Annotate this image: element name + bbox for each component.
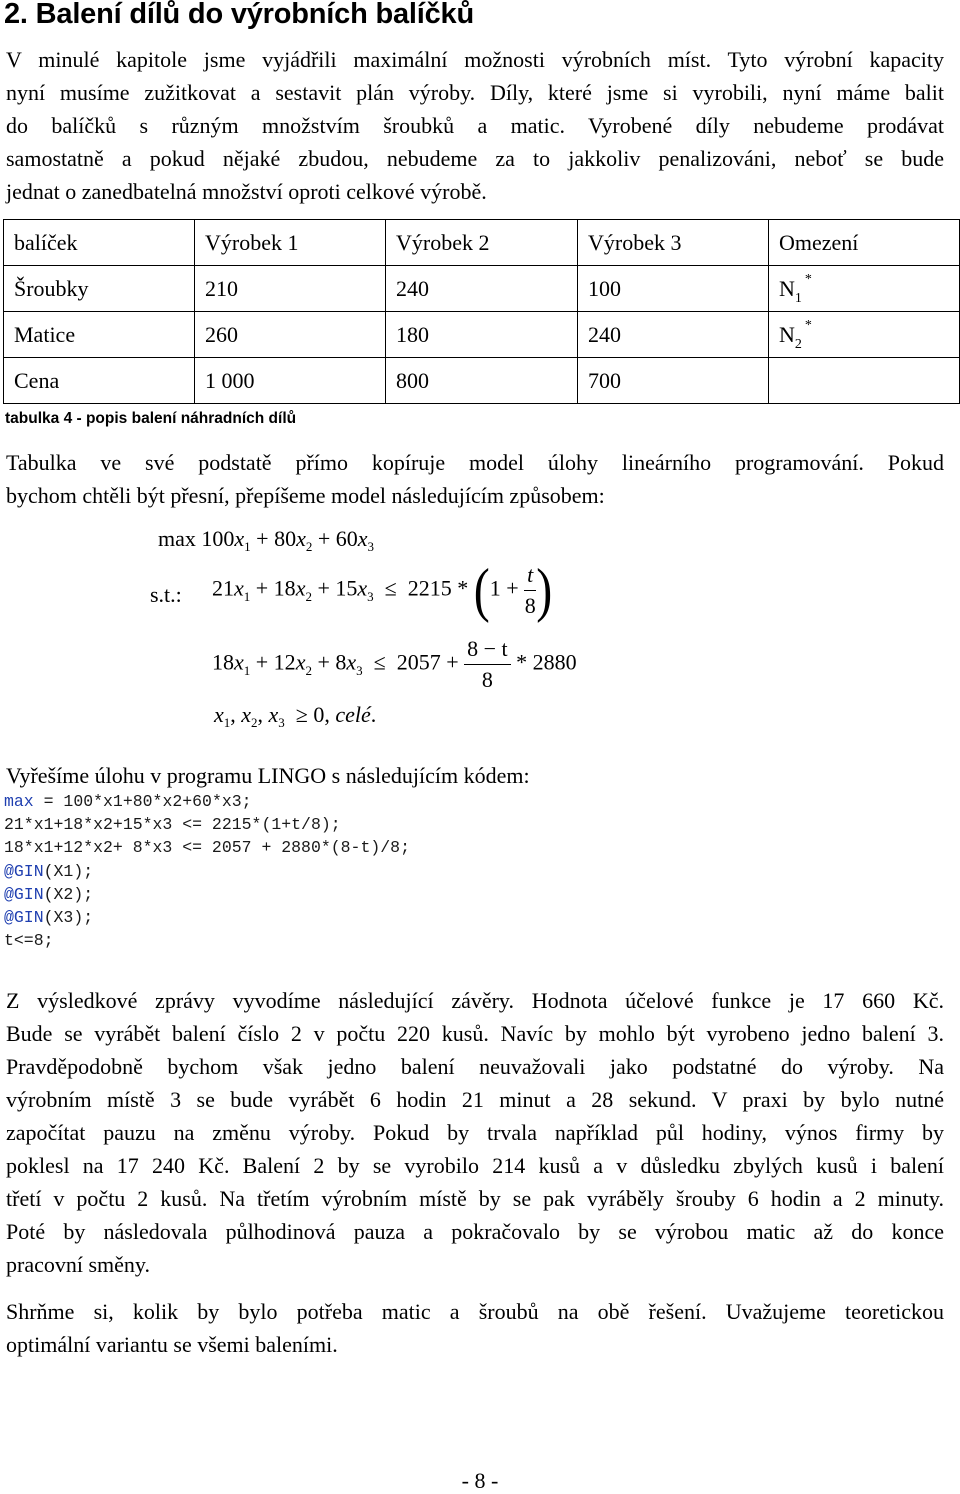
table-cell: Cena [4,358,195,404]
text-line: výrobním místě 3 se bude vyrábět 6 hodin 21 minut a 28 sekund. V praxi by bylo nutné [6,1087,944,1112]
table-cell-limit: $N_2^*$ [769,312,960,358]
table-header-row [4,220,960,266]
table-cell: 210 [195,266,386,312]
text-line: bychom chtěli být přesní, přepíšeme model následujícím způsobem: [6,483,605,508]
code-line: t<=8; [4,931,54,951]
table-row [4,312,960,358]
table-cell: 700 [578,358,769,404]
code-line: 21*x1+18*x2+15*x3 <= 2215*(1+t/8); [4,815,341,835]
table-cell: 260 [195,312,386,358]
code-line: @GIN(X1); [4,861,94,881]
code-line: 18*x1+12*x2+ 8*x3 <= 2057 + 2880*(8-t)/8; [4,838,410,858]
table-cell: 180 [386,312,578,358]
constraint-integer: $x_1$, $x_2$, $x_3 \ge 0$, celé. [214,702,377,730]
table-caption: tabulka 4 - popis balení náhradních dílů [5,410,297,427]
constraint-nuts: $18x_1 + 12x_2 + 8x_3 \le 2057$ + $\frac{8 - t}{8}$ * 2880 [212,636,577,692]
constraint-screws: $21x_1 + 18x_2 + 15x_3 \le 2215 * (1$ + $\frac{t}{8}$ ) [212,557,553,624]
code-line: @GIN(X2); [4,884,94,904]
text-line: samostatně a pokud nějaké zbudou, nebudeme za to jakkoliv penalizováni, neboť se bude [6,146,944,171]
table-cell: 100 [578,266,769,312]
text-line: optimální variantu se všemi baleními. [6,1332,338,1357]
text-line: poklesl na 17 240 Kč. Balení 2 by se vyrobilo 214 kusů a v důsledku zbylých kusů i balení [6,1153,944,1178]
table-row [4,358,960,404]
text-line: do balíčků s různým množstvím šroubků a matic. Vyrobené díly nebudeme prodávat [6,113,944,138]
table-cell: Matice [4,312,195,358]
table-header-cell: Výrobek 3 [578,220,769,266]
text-line: nyní musíme zužitkovat a sestavit plán výroby. Díly, které jsme si vyrobili, nyní máme balit [6,80,944,105]
text-line: Pravděpodobně bychom však jedno balení neuvažovali jako podstatné do výroby. Na [6,1054,944,1079]
table-cell-limit: $N_1^*$ [769,266,960,312]
text-line: započítat pauzu na změnu výroby. Pokud by trvala například půl hodiny, výnos firmy by [6,1120,944,1145]
lingo-code-block [4,790,410,952]
table-row [4,266,960,312]
table-cell: 240 [386,266,578,312]
st-label: s.t.: [150,582,182,607]
intro-paragraph [6,43,944,208]
table-header-cell: Omezení [769,220,960,266]
table-cell: 800 [386,358,578,404]
text-line: pracovní směny. [6,1252,150,1277]
text-line: Poté by následovala půlhodinová pauza a pokračovalo by se výrobou matic až do konce [6,1219,944,1244]
table-cell-limit [769,358,960,404]
text-line: Z výsledkové zprávy vyvodíme následující závěry. Hodnota účelové funkce je 17 660 Kč. [6,988,944,1013]
text-line: V minulé kapitole jsme vyjádřili maximální možnosti výrobních míst. Tyto výrobní kapacity [6,47,944,72]
code-line: max = 100*x1+80*x2+60*x3; [4,792,252,811]
conclusion-paragraph [6,984,944,1281]
text-line: jednat o zanedbatelná množství oproti celkové výrobě. [6,179,487,204]
page-number: - 8 - [461,1468,499,1493]
lingo-intro: Vyřešíme úlohu v programu LINGO s následujícím kódem: [6,763,530,788]
text-line: třetí v počtu 2 kusů. Na třetím výrobním místě by se pak vyráběly šrouby 6 hodin a 2 minuty. [6,1186,944,1211]
table-header-cell: Výrobek 2 [386,220,578,266]
table-header-cell: balíček [4,220,195,266]
section-heading: 2. Balení dílů do výrobních balíčků [4,0,474,30]
packaging-table [3,219,960,404]
text-line: Bude se vyrábět balení číslo 2 v počtu 220 kusů. Navíc by mohlo být vyrobeno jedno balení 3. [6,1021,944,1046]
final-paragraph [6,1295,944,1361]
table-cell: 240 [578,312,769,358]
objective-function: $\max 100x_1 + 80x_2 + 60x_3$ [158,526,375,554]
table-header-cell: Výrobek 1 [195,220,386,266]
text-line: Shrňme si, kolik by bylo potřeba matic a šroubů na obě řešení. Uvažujeme teoretickou [6,1299,944,1324]
table-cell: Šroubky [4,266,195,312]
code-line: @GIN(X3); [4,908,94,928]
model-paragraph [6,446,944,512]
text-line: Tabulka ve své podstatě přímo kopíruje model úlohy lineárního programování. Pokud [6,450,944,475]
table-cell: 1 000 [195,358,386,404]
